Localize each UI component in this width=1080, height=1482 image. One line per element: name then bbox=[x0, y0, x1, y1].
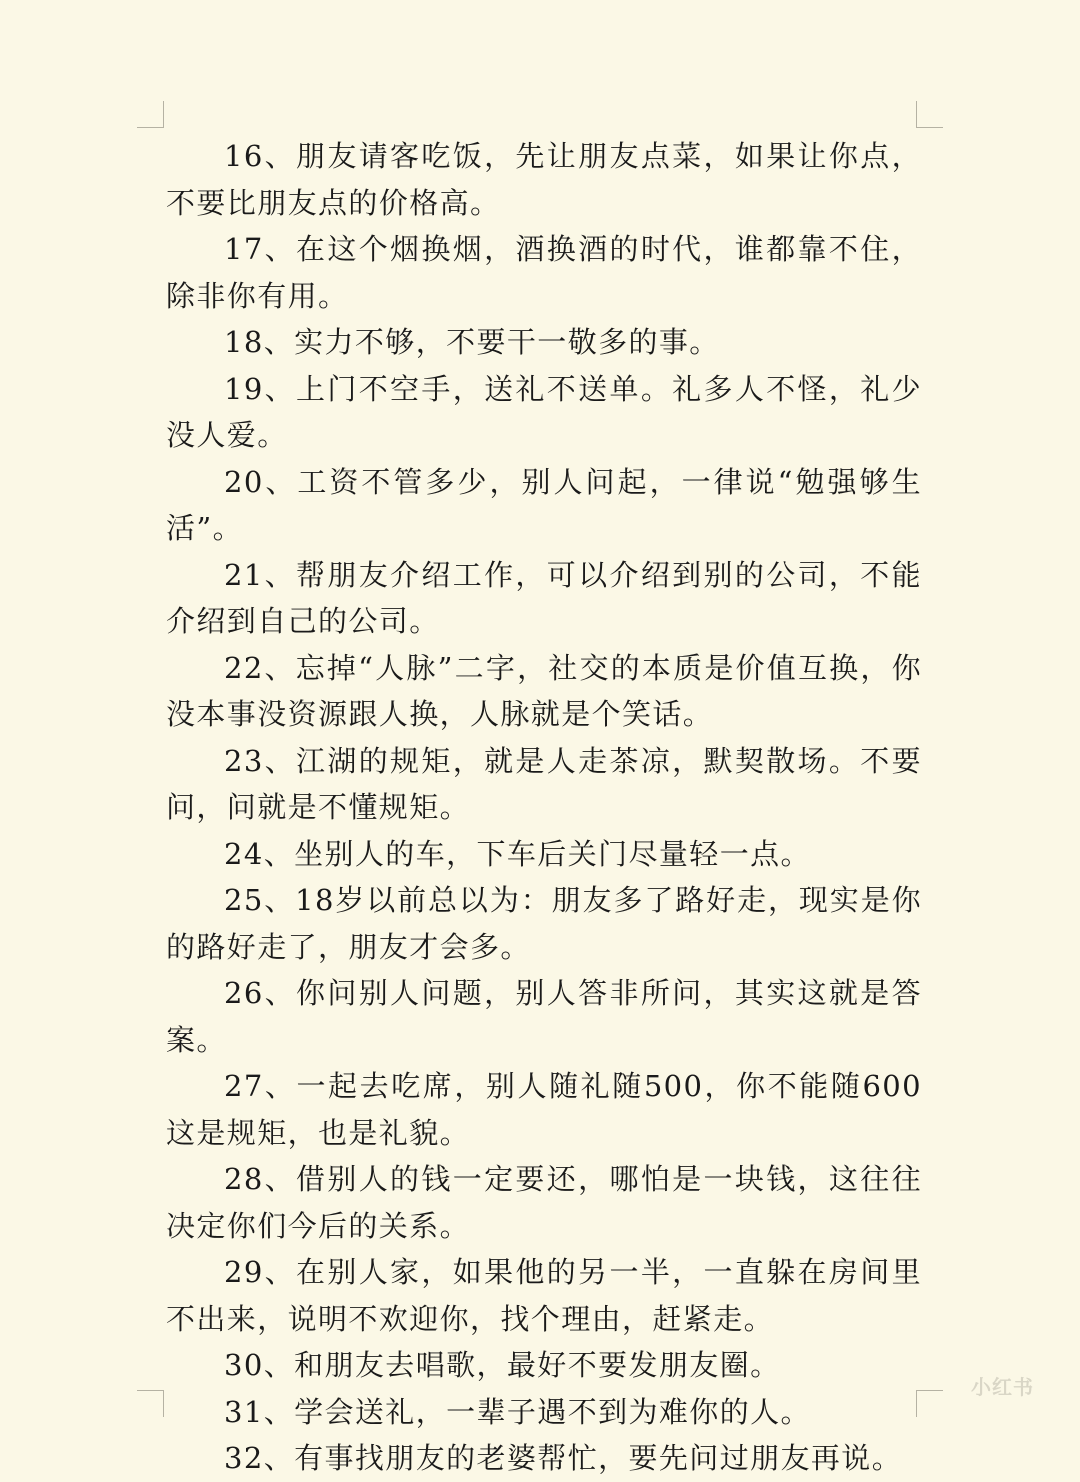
paragraph-21: 21、帮朋友介绍工作，可以介绍到别的公司，不能介绍到自己的公司。 bbox=[166, 557, 922, 638]
paragraph-18: 18、实力不够，不要干一敬多的事。 bbox=[224, 325, 720, 359]
crop-mark-top-left bbox=[137, 101, 164, 128]
paragraph-29: 29、在别人家，如果他的另一半，一直躲在房间里不出来，说明不欢迎你，找个理由，赶紧走。 bbox=[166, 1255, 922, 1336]
paragraph-23: 23、江湖的规矩，就是人走茶凉，默契散场。不要问，问就是不懂规矩。 bbox=[166, 743, 922, 824]
paragraph-26: 26、你问别人问题，别人答非所问，其实这就是答案。 bbox=[166, 976, 922, 1057]
paragraph-22: 22、忘掉“人脉”二字，社交的本质是价值互换，你没本事没资源跟人换，人脉就是个笑话。 bbox=[166, 650, 922, 731]
paragraph-25: 25、18岁以前总以为：朋友多了路好走，现实是你的路好走了，朋友才会多。 bbox=[166, 883, 922, 964]
crop-mark-top-right bbox=[916, 101, 943, 128]
paragraph-17: 17、在这个烟换烟，酒换酒的时代，谁都靠不住，除非你有用。 bbox=[166, 232, 922, 313]
paragraph-24: 24、坐别人的车，下车后关门尽量轻一点。 bbox=[224, 836, 811, 871]
paragraph-19: 19、上门不空手，送礼不送单。礼多人不怪，礼少没人爱。 bbox=[166, 371, 922, 452]
paragraph-16: 16、朋友请客吃饭，先让朋友点菜，如果让你点，不要比朋友点的价格高。 bbox=[166, 139, 922, 220]
paragraph-27: 27、一起去吃席，别人随礼随500，你不能随600这是规矩，也是礼貌。 bbox=[166, 1069, 922, 1150]
document-body bbox=[166, 133, 922, 1482]
crop-mark-bottom-left bbox=[137, 1390, 164, 1417]
paragraph-20: 20、工资不管多少，别人问起，一律说“勉强够生活”。 bbox=[166, 464, 922, 545]
paragraph-28: 28、借别人的钱一定要还，哪怕是一块钱，这往往决定你们今后的关系。 bbox=[166, 1162, 922, 1243]
paragraph-30: 30、和朋友去唱歌，最好不要发朋友圈。 bbox=[224, 1348, 781, 1382]
watermark-logo: 小红书 bbox=[971, 1375, 1034, 1399]
paragraph-32: 32、有事找朋友的老婆帮忙，要先问过朋友再说。 bbox=[224, 1441, 903, 1475]
paragraph-31: 31、学会送礼，一辈子遇不到为难你的人。 bbox=[224, 1394, 811, 1429]
